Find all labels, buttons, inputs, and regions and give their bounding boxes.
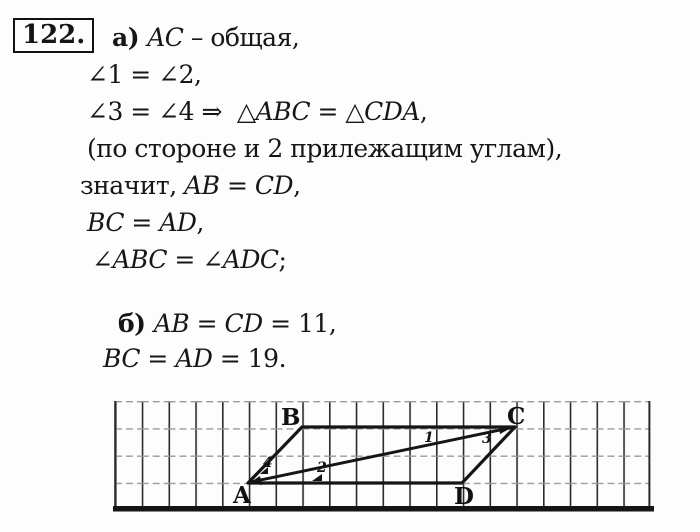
text-line [112, 19, 562, 56]
vertex-label-a: A [233, 482, 251, 509]
text-segment: = 19. [212, 344, 287, 373]
text-segment: = ∠ [166, 245, 223, 274]
text-segment: CD [254, 171, 294, 200]
text-segment: , [419, 97, 428, 126]
text-segment: BC [103, 344, 140, 373]
parallelogram-diagram [113, 396, 654, 518]
text-line [118, 306, 336, 341]
angle-label-4: 4 [263, 455, 273, 471]
text-line [87, 130, 562, 167]
problem-number: 122. [22, 20, 86, 50]
text-segment: = 11, [262, 309, 337, 338]
text-line [103, 341, 336, 376]
grid-bottom-border [113, 506, 654, 512]
angle-label-1: 1 [424, 430, 434, 446]
text-line [87, 204, 562, 241]
angle-label-2: 2 [317, 460, 327, 476]
problem-number-box [13, 18, 94, 53]
text-segment: AD [175, 344, 213, 373]
text-segment: ABC [112, 245, 167, 274]
vertex-label-c: C [507, 403, 526, 430]
text-segment: = △ [310, 97, 365, 126]
text-segment: ; [278, 245, 287, 274]
text-segment: = [189, 309, 225, 338]
text-segment: CD [224, 309, 263, 338]
text-segment: значит, [80, 171, 185, 200]
text-segment: ∠1 = ∠2, [87, 60, 202, 89]
vertex-label-b: B [281, 404, 301, 431]
text-segment: AC [147, 23, 184, 52]
angle-label-3: 3 [482, 431, 492, 447]
text-segment: = [219, 171, 255, 200]
text-segment: (по стороне и 2 прилежащим углам), [87, 134, 563, 163]
text-segment: AB [184, 171, 220, 200]
text-line [87, 93, 562, 130]
text-segment: AB [153, 309, 190, 338]
text-segment: , [293, 171, 301, 200]
text-segment: CDA [364, 97, 420, 126]
solution-part-b [87, 306, 336, 376]
text-segment: = [123, 208, 160, 237]
text-segment: ∠3 = ∠4 ⇒ △ [87, 97, 256, 126]
text-segment: – общая, [183, 23, 300, 52]
text-line [92, 241, 562, 278]
text-segment: , [196, 208, 204, 237]
text-segment: BC [87, 208, 124, 237]
text-segment: б) [118, 309, 154, 338]
text-line [80, 167, 562, 204]
text-segment: а) [112, 23, 148, 52]
text-segment: = [139, 344, 176, 373]
text-segment: AD [159, 208, 197, 237]
solution-part-a [80, 19, 563, 278]
text-segment: ADC [222, 245, 279, 274]
text-segment: ABC [255, 97, 311, 126]
text-line [87, 56, 562, 93]
geometry-figure [113, 396, 654, 518]
vertex-label-d: D [454, 483, 474, 510]
text-segment: ∠ [92, 245, 113, 274]
